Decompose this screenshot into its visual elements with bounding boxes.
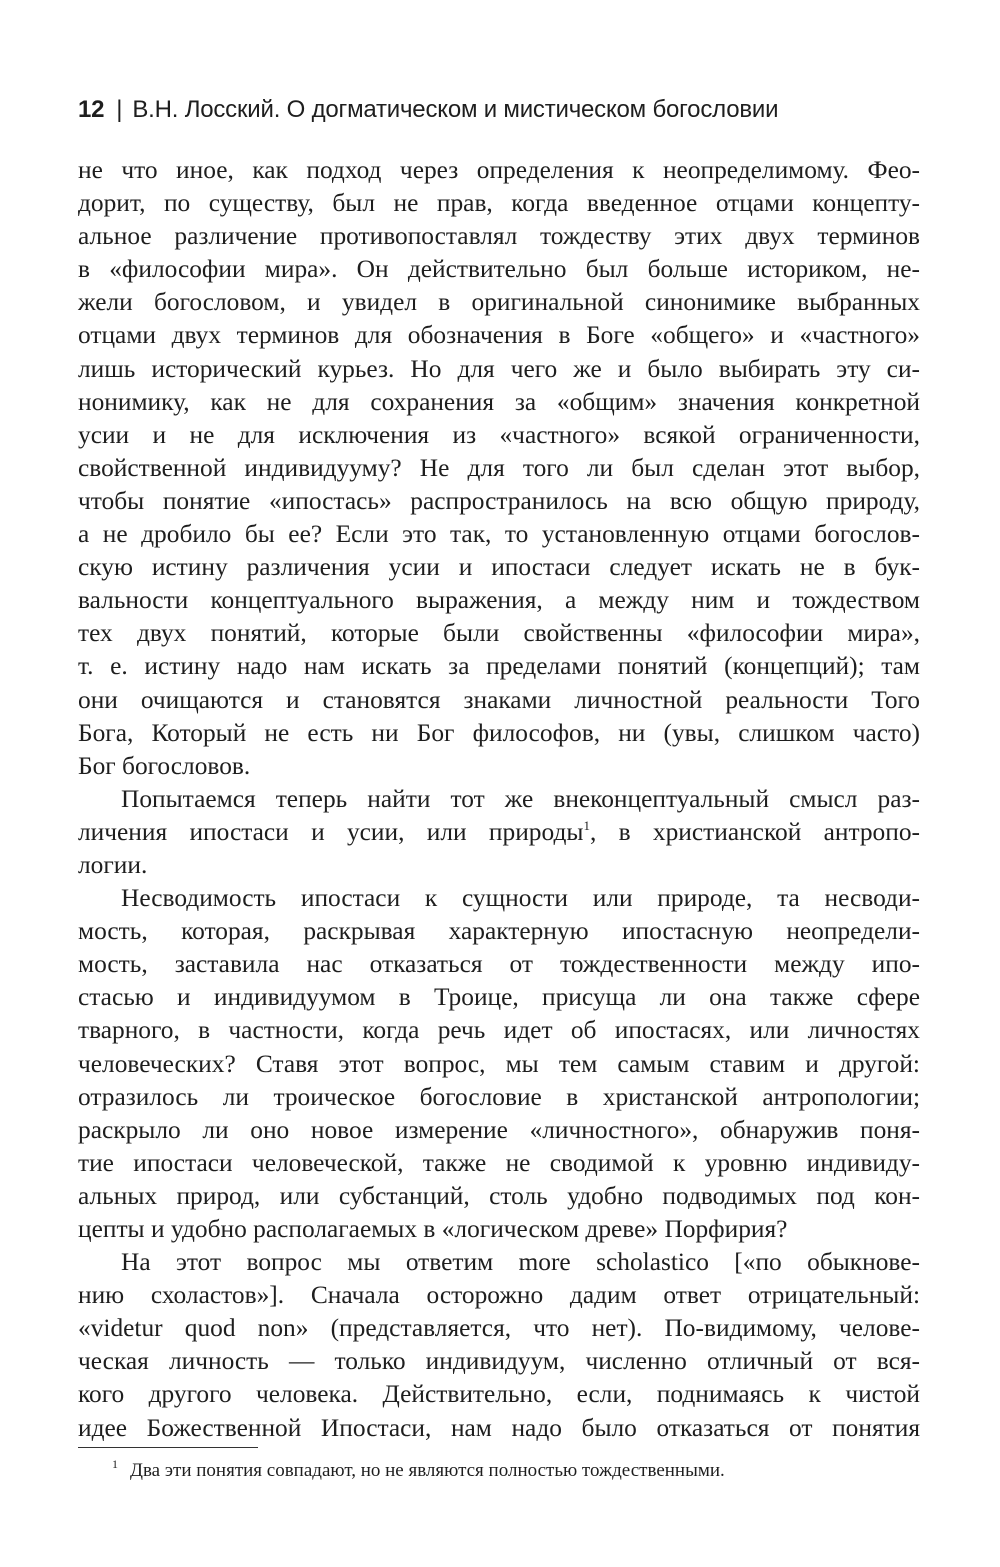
- book-title: В.Н. Лосский. О догматическом и мистическом богословии: [132, 96, 779, 123]
- text-line: тварного, в частности, когда речь идет об ипостасях, или личностях: [78, 1016, 920, 1045]
- body-text: [78, 154, 920, 1445]
- text-line: На этот вопрос мы ответим more scholastico [«по обыкнове-: [121, 1248, 920, 1277]
- text-line: скую истину различения усии и ипостаси следует искать не в бук-: [78, 553, 920, 582]
- page-number: 12: [78, 96, 105, 123]
- text-line: нию схоластов»]. Сначала осторожно дадим ответ отрицательный:: [78, 1281, 920, 1310]
- text-line: мость, заставила нас отказаться от тождественности между ипо-: [78, 950, 920, 979]
- text-line: альных природ, или субстанций, столь удобно подводимых под кон-: [78, 1181, 920, 1210]
- text-line: тие ипостаси человеческой, также не сводимой к уровню индивиду-: [78, 1148, 920, 1177]
- text-line: тех двух понятий, которые были свойственны «философии мира»,: [78, 619, 920, 648]
- text-fragment: , в христианской антропо-: [589, 817, 920, 846]
- text-line: чтобы понятие «ипостась» распространилось на всю общую природу,: [78, 486, 920, 515]
- text-line: «videtur quod non» (представляется, что нет). По-видимому, челове-: [78, 1314, 920, 1343]
- text-line-with-footnote-ref: [78, 816, 920, 849]
- footnote-divider: [78, 1447, 258, 1448]
- text-line: Несводимость ипостаси к сущности или природе, та несводи-: [121, 884, 920, 913]
- running-head: [78, 92, 938, 128]
- text-line: т. е. истину надо нам искать за пределами понятий (концепций); там: [78, 652, 920, 681]
- text-line: жели богословом, и увидел в оригинальной синонимике выбранных: [78, 288, 920, 317]
- text-line: а не дробило бы ее? Если это так, то установленную отцами богослов-: [78, 520, 920, 549]
- text-line: стасью и индивидуумом в Троице, присуща ли она также сфере: [78, 983, 920, 1012]
- footnote: [112, 1458, 932, 1484]
- text-line: человеческих? Ставя этот вопрос, мы тем самым ставим и другой:: [78, 1049, 920, 1078]
- text-line: лишь исторический курьез. Но для чего же и было выбирать эту си-: [78, 354, 920, 383]
- text-line: не что иное, как подход через определения к неопределимому. Фео-: [78, 156, 920, 184]
- text-line: альное различение противопоставлял тождеству этих двух терминов: [78, 222, 920, 251]
- text-line: вальности концептуального выражения, а между ним и тождеством: [78, 586, 920, 615]
- header-separator: |: [116, 96, 123, 123]
- footnote-mark: 1: [112, 1457, 118, 1471]
- footnote-text: Два эти понятия совпадают, но не являются полностью тождественными.: [130, 1460, 725, 1481]
- text-line: ческая личность — только индивидуум, численно отличный от вся-: [78, 1347, 920, 1376]
- text-line: цепты и удобно располагаемых в «логическом древе» Порфирия?: [78, 1215, 788, 1243]
- text-line: они очищаются и становятся знаками личностной реальности Того: [78, 685, 920, 714]
- text-line: в «философии мира». Он действительно был больше историком, не-: [78, 255, 920, 284]
- text-line: Попытаемся теперь найти тот же внеконцептуальный смысл раз-: [121, 784, 920, 813]
- text-line: отразилось ли троическое богословие в христанской антропологии;: [78, 1082, 920, 1111]
- text-line: свойственной индивидууму? Не для того ли был сделан этот выбор,: [78, 453, 920, 482]
- footnote-reference[interactable]: 1: [583, 817, 590, 833]
- text-line: нонимику, как не для сохранения за «общим» значения конкретной: [78, 387, 920, 416]
- text-line: Бог богословов.: [78, 751, 251, 780]
- text-line: логии.: [78, 850, 148, 879]
- text-line: кого другого человека. Действительно, если, поднимаясь к чистой: [78, 1380, 920, 1409]
- text-line: идее Божественной Ипостаси, нам надо было отказаться от понятия: [78, 1413, 920, 1442]
- text-line: дорит, по существу, был не прав, когда введенное отцами концепту-: [78, 189, 920, 218]
- text-line: Бога, Который не есть ни Бог философов, ни (увы, слишком часто): [78, 718, 920, 747]
- text-fragment: личения ипостаси и усии, или природы: [78, 817, 584, 846]
- text-line: усии и не для исключения из «частного» всякой ограниченности,: [78, 420, 920, 449]
- text-line: раскрыло ли оно новое измерение «личностного», обнаружив поня-: [78, 1115, 920, 1144]
- text-line: мость, которая, раскрывая характерную ипостасную неопредели-: [78, 917, 920, 946]
- text-line: отцами двух терминов для обозначения в Боге «общего» и «частного»: [78, 321, 920, 350]
